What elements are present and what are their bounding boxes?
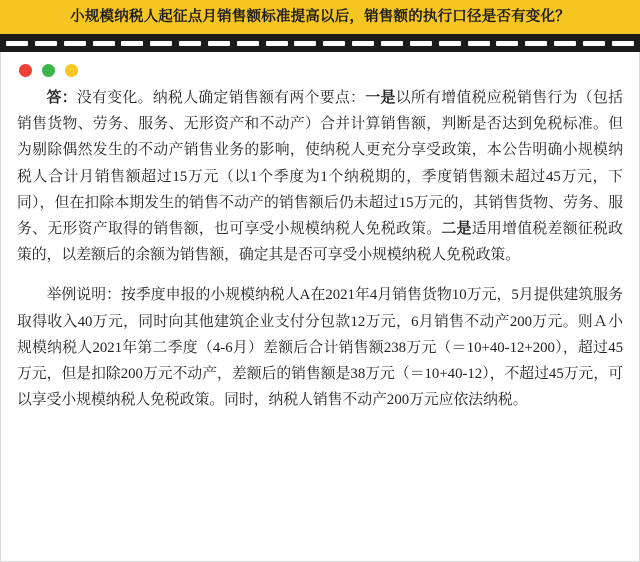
answer-bold-2: 二是 (441, 221, 472, 238)
content-card (0, 52, 640, 562)
strip-dash (93, 41, 115, 46)
strip-dash (237, 41, 259, 46)
answer-bold-1: 一是 (365, 90, 396, 106)
answer-part-1: 没有变化。纳税人确定销售额有两个要点： (76, 90, 366, 106)
header-banner (0, 0, 640, 34)
strip-dash (121, 41, 143, 46)
strip-dash (525, 41, 547, 46)
close-dot[interactable] (19, 64, 32, 77)
strip-dash (150, 41, 172, 46)
strip-dash (439, 41, 461, 46)
strip-dash (294, 41, 316, 46)
strip-dash (496, 41, 518, 46)
maximize-dot[interactable] (65, 64, 78, 77)
strip-dash (410, 41, 432, 46)
film-strip-divider (0, 34, 640, 52)
strip-dash (64, 41, 86, 46)
strip-dash (208, 41, 230, 46)
window-dots (1, 52, 639, 83)
minimize-dot[interactable] (42, 64, 55, 77)
page-title: 小规模纳税人起征点月销售额标准提高以后，销售额的执行口径是否有变化？ (70, 9, 570, 25)
strip-dash (323, 41, 345, 46)
strip-dash (468, 41, 490, 46)
strip-dash (554, 41, 576, 46)
strip-dash (266, 41, 288, 46)
answer-part-3: 适用增值税差额征税政策的，以差额后的余额为销售额，确定其是否可享受小规模纳税人免税政策。 (17, 221, 623, 264)
example-paragraph: 举例说明：按季度申报的小规模纳税人A在2021年4月销售货物10万元，5月提供建筑服务取得收入40万元，同时向其他建筑企业支付分包款12万元，6月销售不动产200万元。则Ａ小规模纳税人2021年第二季度（4-6月）差额后合计销售额238万元（＝10+40-12+200），超过45万元，但是扣除200万元不动产，差额后的销售额是38万元（＝10+40-12），不超过45万元，可以享受小规模纳税人免税政策。同时，纳税人销售不动产200万元应依法纳税。 (17, 287, 623, 409)
strip-dash (583, 41, 605, 46)
strip-dash (381, 41, 403, 46)
answer-part-2: 以所有增值税应税销售行为（包括销售货物、劳务、服务、无形资产和不动产）合并计算销售额，判断是否达到免税标准。但为剔除偶然发生的不动产销售业务的影响，使纳税人更充分享受政策，本公告明确小规模纳税人合计月销售额超过15万元（以1个季度为1个纳税期的，季度销售额未超过45万元，下同），但在扣除本期发生的销售不动产的销售额后仍未超过15万元的，其销售货物、劳务、服务、无形资产取得的销售额，也可享受小规模纳税人免税政策。 (17, 90, 623, 238)
strip-dash (352, 41, 374, 46)
article-body (1, 83, 639, 413)
answer-paragraph (17, 85, 623, 268)
strip-dash (179, 41, 201, 46)
strip-dash (35, 41, 57, 46)
strip-dash (612, 41, 634, 46)
answer-label: 答： (46, 90, 77, 106)
strip-dash (6, 41, 28, 46)
